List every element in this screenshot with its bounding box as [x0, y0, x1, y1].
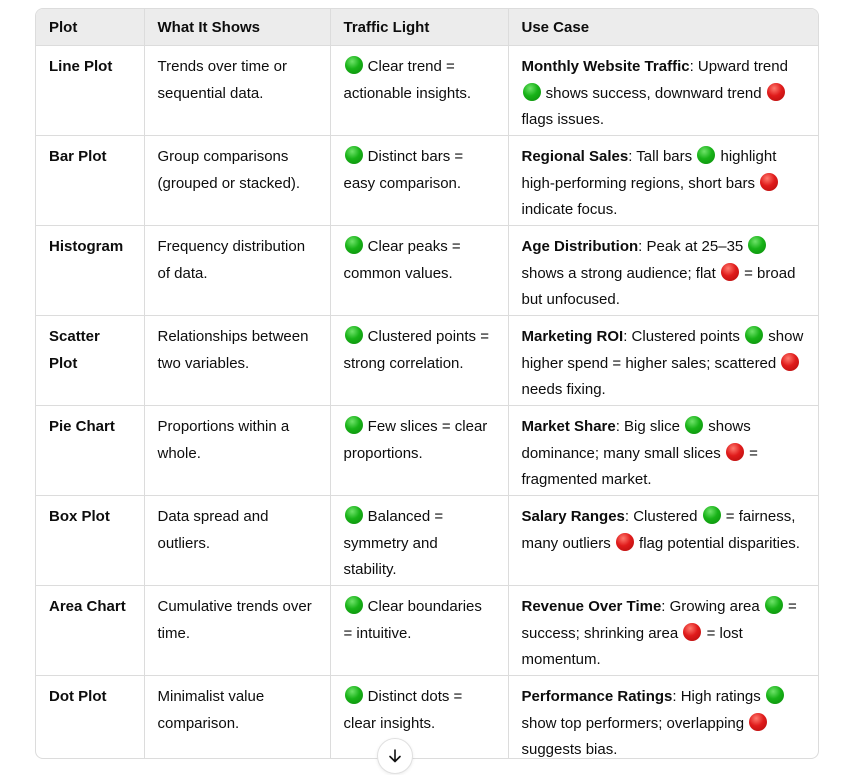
what-it-shows-cell: Cumulative trends over time.: [144, 586, 330, 676]
header-what-it-shows: What It Shows: [144, 9, 330, 46]
green-circle-icon: [345, 506, 363, 524]
green-circle-icon: [345, 56, 363, 74]
red-circle-icon: [781, 353, 799, 371]
cell-text: show higher spend = higher sales; scattered: [521, 328, 804, 372]
what-it-shows-cell: Relationships between two variables.: [144, 316, 330, 406]
scroll-to-bottom-button[interactable]: [377, 738, 413, 774]
cell-text: Distinct bars = easy comparison.: [343, 148, 464, 192]
cell-text: flags issues.: [521, 111, 605, 128]
use-case-cell: [508, 496, 818, 586]
cell-text: = lost momentum.: [521, 624, 743, 668]
cell-text: Few slices = clear proportions.: [343, 418, 488, 462]
what-it-shows-cell: Trends over time or sequential data.: [144, 46, 330, 136]
use-case-cell: [508, 136, 818, 226]
cell-text: shows success, downward trend: [541, 84, 766, 102]
cell-text: shows dominance; many small slices: [521, 418, 751, 462]
use-case-cell: [508, 316, 818, 406]
cell-text: Clustered points = strong correlation.: [343, 328, 489, 372]
red-circle-icon: [726, 443, 744, 461]
use-case-title: Performance Ratings: [521, 688, 673, 705]
red-circle-icon: [683, 623, 701, 641]
use-case-title: Marketing ROI: [521, 328, 624, 345]
table-row: [36, 496, 818, 586]
cell-text: = fairness, many outliers: [521, 508, 796, 552]
green-circle-icon: [765, 596, 783, 614]
table-row: [36, 316, 818, 406]
cell-text: highlight high-performing regions, short bars: [521, 148, 777, 192]
use-case-title: Age Distribution: [521, 238, 639, 255]
table-row: [36, 226, 818, 316]
table-row: [36, 586, 818, 676]
traffic-light-table-container: [35, 8, 819, 759]
cell-text: : Growing area: [661, 598, 764, 615]
cell-text: = broad but unfocused.: [521, 264, 796, 308]
cell-text: = fragmented market.: [521, 444, 758, 488]
use-case-cell: [508, 586, 818, 676]
cell-text: : Clustered: [624, 508, 702, 525]
cell-text: = success; shrinking area: [521, 598, 797, 642]
traffic-light-cell: [330, 316, 508, 406]
cell-text: indicate focus.: [521, 201, 618, 218]
plot-name-cell: Pie Chart: [36, 406, 144, 496]
green-circle-icon: [766, 686, 784, 704]
green-circle-icon: [745, 326, 763, 344]
table-row: [36, 406, 818, 496]
header-plot: Plot: [36, 9, 144, 46]
cell-text: : Upward trend: [689, 58, 788, 75]
what-it-shows-cell: Group comparisons (grouped or stacked).: [144, 136, 330, 226]
cell-text: Clear trend = actionable insights.: [343, 58, 472, 102]
what-it-shows-cell: Minimalist value comparison.: [144, 676, 330, 760]
use-case-cell: [508, 676, 818, 760]
plot-name-cell: Bar Plot: [36, 136, 144, 226]
cell-text: : Peak at 25–35: [638, 238, 748, 255]
red-circle-icon: [760, 173, 778, 191]
traffic-light-cell: [330, 676, 508, 760]
red-circle-icon: [616, 533, 634, 551]
green-circle-icon: [703, 506, 721, 524]
cell-text: needs fixing.: [521, 381, 606, 398]
cell-text: flag potential disparities.: [634, 534, 800, 552]
green-circle-icon: [345, 146, 363, 164]
traffic-light-cell: [330, 586, 508, 676]
use-case-cell: [508, 226, 818, 316]
what-it-shows-cell: Proportions within a whole.: [144, 406, 330, 496]
cell-text: Distinct dots = clear insights.: [343, 688, 463, 732]
green-circle-icon: [345, 326, 363, 344]
cell-text: : High ratings: [672, 688, 765, 705]
use-case-title: Salary Ranges: [521, 508, 625, 525]
traffic-light-cell: [330, 496, 508, 586]
traffic-light-cell: [330, 226, 508, 316]
use-case-cell: [508, 406, 818, 496]
red-circle-icon: [749, 713, 767, 731]
header-use-case: Use Case: [508, 9, 818, 46]
green-circle-icon: [748, 236, 766, 254]
red-circle-icon: [767, 83, 785, 101]
traffic-light-cell: [330, 46, 508, 136]
traffic-light-cell: [330, 406, 508, 496]
red-circle-icon: [721, 263, 739, 281]
header-traffic-light: Traffic Light: [330, 9, 508, 46]
cell-text: : Clustered points: [623, 328, 745, 345]
traffic-light-cell: [330, 136, 508, 226]
plot-name-cell: Histogram: [36, 226, 144, 316]
cell-text: show top performers; overlapping: [521, 714, 749, 732]
use-case-cell: [508, 46, 818, 136]
what-it-shows-cell: Frequency distribution of data.: [144, 226, 330, 316]
green-circle-icon: [523, 83, 541, 101]
use-case-title: Regional Sales: [521, 148, 629, 165]
arrow-down-icon: [387, 748, 403, 764]
green-circle-icon: [345, 686, 363, 704]
use-case-title: Revenue Over Time: [521, 598, 662, 615]
plot-name-cell: Area Chart: [36, 586, 144, 676]
plot-name-cell: Line Plot: [36, 46, 144, 136]
cell-text: Clear peaks = common values.: [343, 238, 461, 282]
cell-text: shows a strong audience; flat: [521, 264, 720, 282]
cell-text: : Tall bars: [628, 148, 697, 165]
what-it-shows-cell: Data spread and outliers.: [144, 496, 330, 586]
plots-table: [36, 9, 818, 759]
plot-name-cell: Scatter Plot: [36, 316, 144, 406]
green-circle-icon: [345, 596, 363, 614]
table-row: [36, 676, 818, 760]
plot-name-cell: Dot Plot: [36, 676, 144, 760]
table-header-row: [36, 9, 818, 46]
green-circle-icon: [697, 146, 715, 164]
green-circle-icon: [685, 416, 703, 434]
green-circle-icon: [345, 416, 363, 434]
cell-text: Clear boundaries = intuitive.: [343, 598, 482, 642]
green-circle-icon: [345, 236, 363, 254]
cell-text: : Big slice: [615, 418, 685, 435]
cell-text: Balanced = symmetry and stability.: [343, 508, 444, 578]
use-case-title: Market Share: [521, 418, 616, 435]
table-row: [36, 136, 818, 226]
table-row: [36, 46, 818, 136]
use-case-title: Monthly Website Traffic: [521, 58, 690, 75]
plot-name-cell: Box Plot: [36, 496, 144, 586]
cell-text: suggests bias.: [521, 741, 618, 758]
